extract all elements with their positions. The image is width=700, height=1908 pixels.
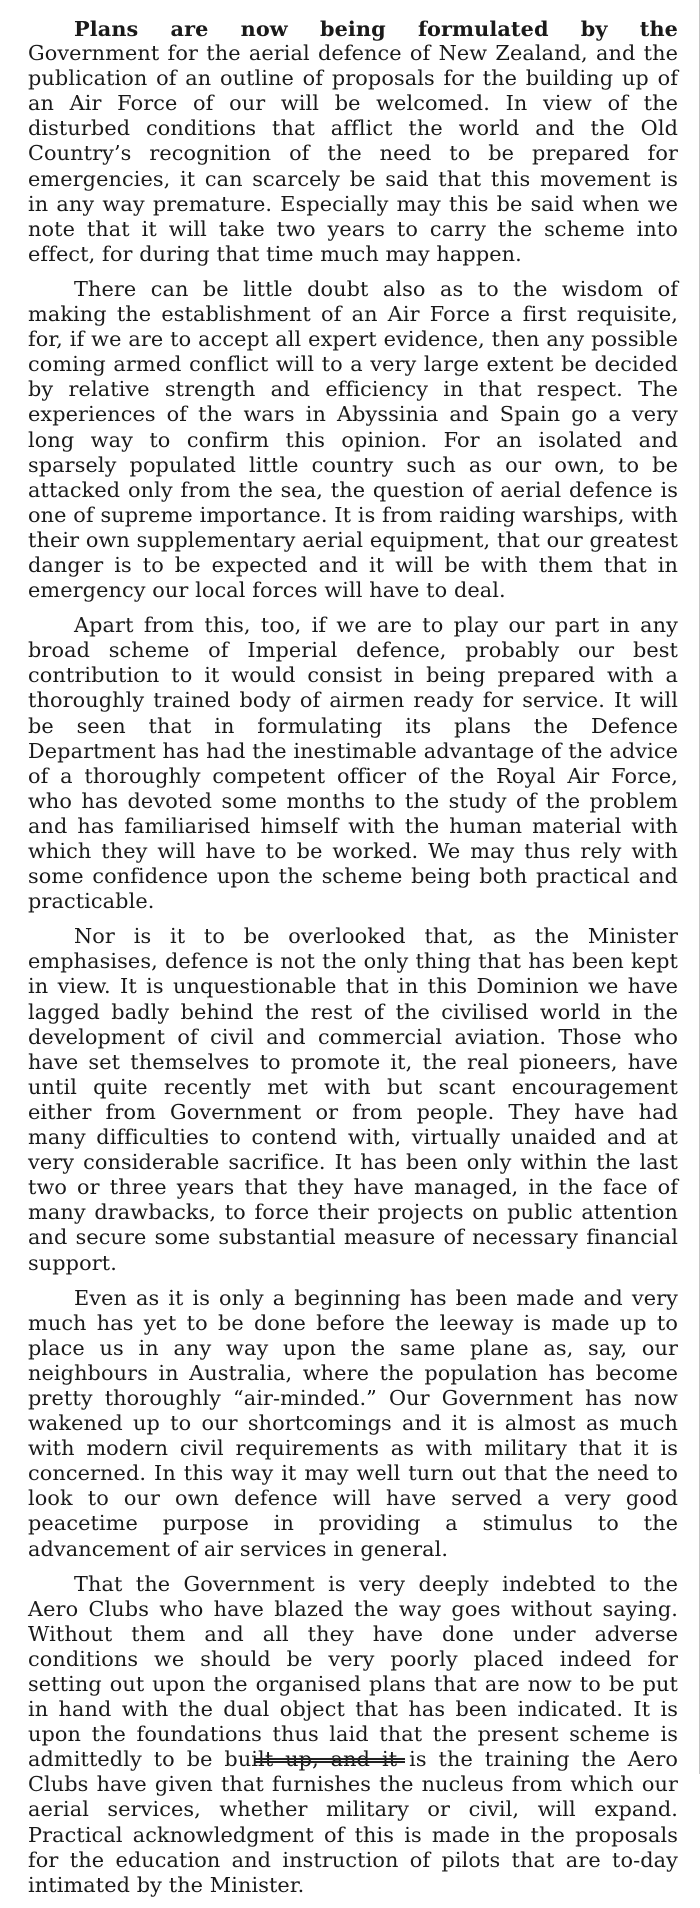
paragraph-5: Even as it is only a beginning has been made and very much has yet to be done before the leeway is made up to place us in any way upon the same plane as, say, our neighbours in Australia, where the population has become pretty thoroughly “air-minded.” Our Government has now wakened up to our shortcomings and it is almost as much with modern civil requirements as with military that it is concerned. In this way it may well turn out that the need to look to our own defence will have served a very good peacetime purpose in providing a stimulus to the advancement of air services in general.	[28, 1285, 678, 1561]
editorial-article	[28, 16, 678, 1908]
paragraph-6: That the Government is very deeply indebted to the Aero Clubs who have blazed the way goes without saying. Without them and all they have done under adverse conditions we should be very poorly placed indeed for setting out upon the organised plans that are now to be put in hand with the dual object that has been indicated. It is upon the foundations thus laid that the present scheme is admittedly to be built up, and it is the training the Aero Clubs have given that furnishes the nucleus from which our aerial services, whether military or civil, will expand. Practical acknowledgment of this is made in the proposals for the education and instruction of pilots that are to-day intimated by the Minister.	[28, 1571, 678, 1897]
paragraph-1: Plans are now being formulated by the Government for the aerial defence of New Zealand, and the publication of an outline of proposals for the building up of an Air Force of our will be welcomed. In view of the disturbed conditions that afflict the world and the Old Country’s recognition of the need to be prepared for emergencies, it can scarcely be said that this movement is in any way premature. Especially may this be said when we note that it will take two years to carry the scheme into effect, for during that time much may happen.	[28, 16, 678, 266]
paragraph-4: Nor is it to be overlooked that, as the Minister emphasises, defence is not the only thing that has been kept in view. It is unquestionable that in this Dominion we have lagged badly behind the rest of the civilised world in the development of civil and commercial aviation. Those who have set themselves to promote it, the real pioneers, have until quite recently met with but scant encouragement either from Government or from people. They have had many difficulties to contend with, virtually unaided and at very considerable sacrifice. It has been only within the last two or three years that they have managed, in the face of many drawbacks, to force their projects on public attention and secure some substantial measure of necessary financial support.	[28, 924, 678, 1275]
paragraph-3: Apart from this, too, if we are to play our part in any broad scheme of Imperial defence, probably our best contribution to it would consist in being prepared with a thoroughly trained body of airmen ready for service. It will be seen that in formulating its plans the Defence Department has had the inestimable advantage of the advice of a thoroughly competent officer of the Royal Air Force, who has devoted some months to the study of the problem and has familiarised himself with the human material with which they will have to be worked. We may thus rely with some confidence upon the scheme being both practical and practicable.	[28, 613, 678, 914]
paragraph-2: There can be little doubt also as to the wisdom of making the establishment of an Air Force a first requisite, for, if we are to accept all expert evidence, then any possible coming armed conflict will to a very large extent be decided by relative strength and efficiency in that respect. The experiences of the wars in Abyssinia and Spain go a very long way to confirm this opinion. For an isolated and sparsely populated little country such as our own, to be attacked only from the sea, the question of aerial defence is one of supreme importance. It is from raiding warships, with their own supplementary aerial equipment, that our greatest danger is to be expected and it will be with them that in emergency our local forces will have to deal.	[28, 276, 678, 603]
end-rule-divider	[255, 1758, 405, 1763]
